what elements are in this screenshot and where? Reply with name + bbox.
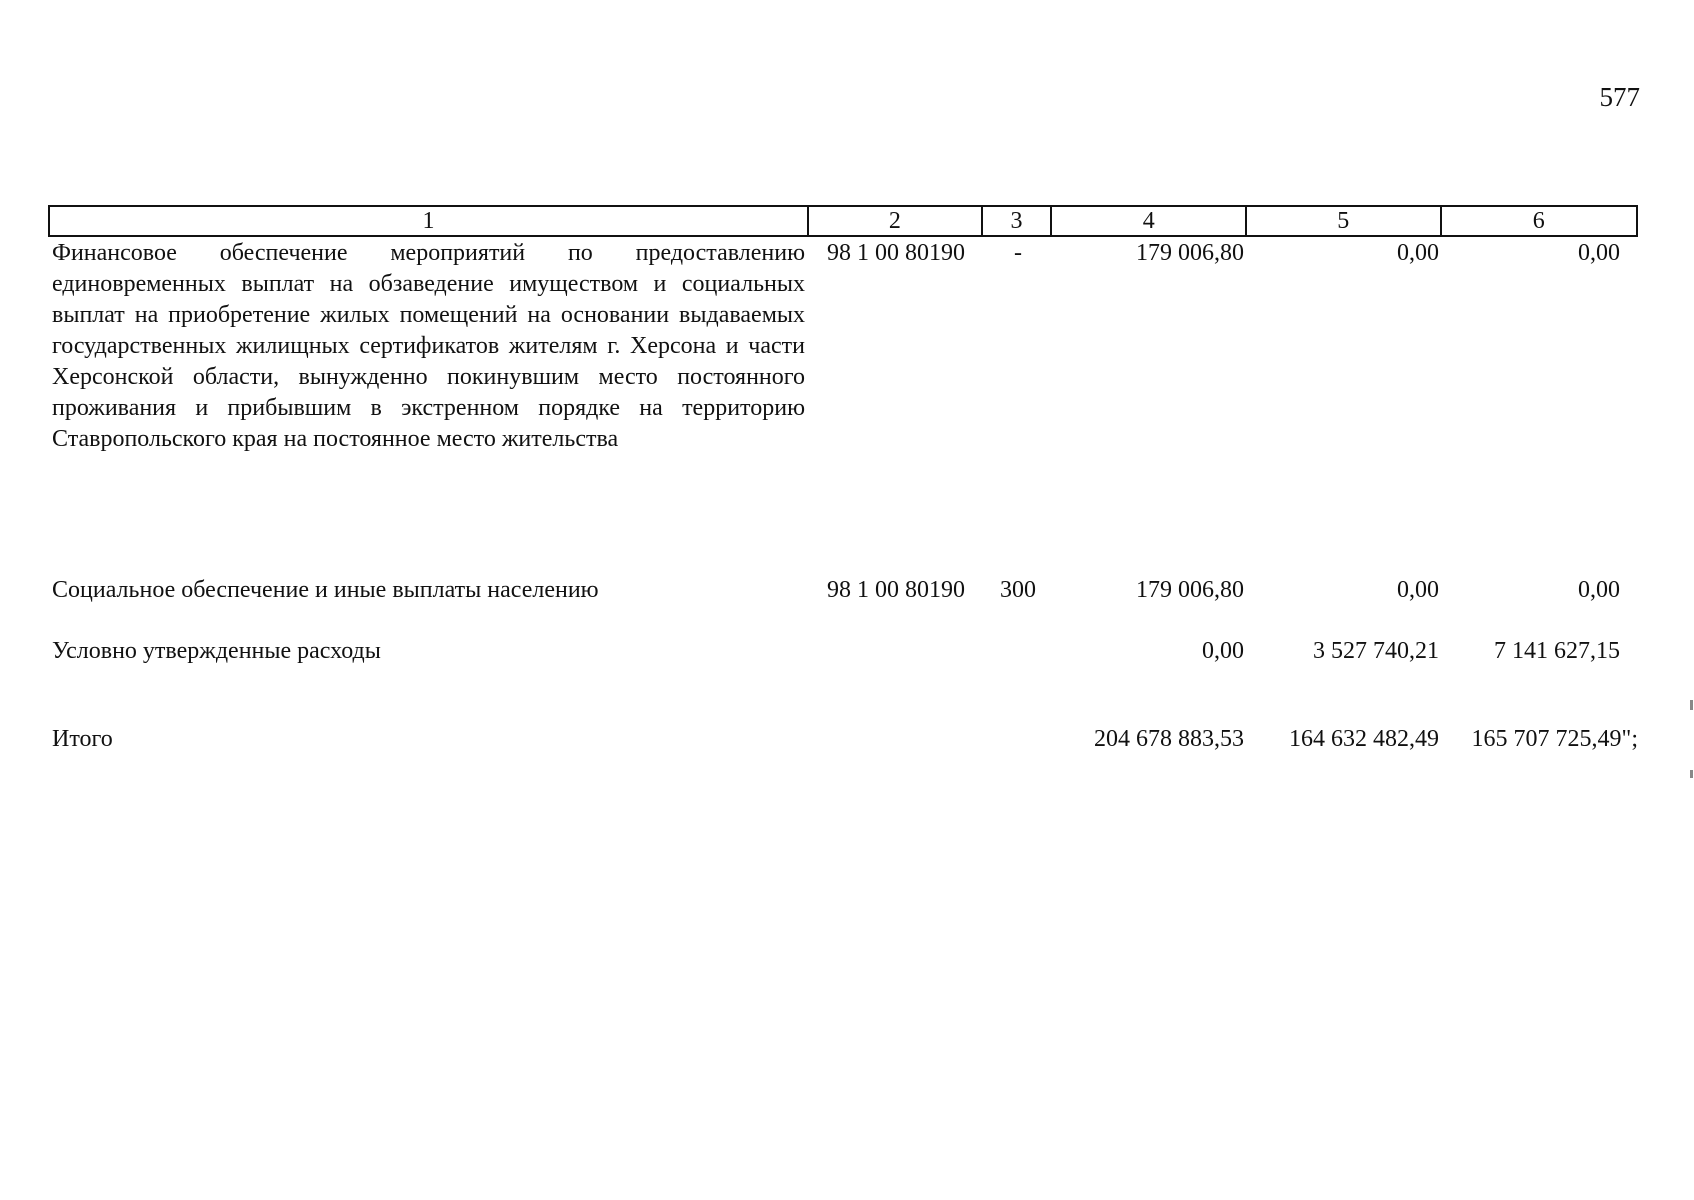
row-col6: 165 707 725,49"; (1471, 726, 1638, 752)
row-col5: 0,00 (1397, 577, 1439, 603)
row-col4: 179 006,80 (1136, 240, 1244, 266)
row-col5: 3 527 740,21 (1313, 638, 1439, 664)
row-code: 98 1 00 80190 (827, 577, 965, 603)
row-col6: 7 141 627,15 (1494, 638, 1620, 664)
header-cell-1: 1 (50, 207, 809, 235)
table-row (48, 238, 1638, 455)
row-type: 300 (1000, 577, 1036, 603)
scan-edge-mark (1690, 770, 1693, 778)
row-col5: 0,00 (1397, 240, 1439, 266)
row-col5: 164 632 482,49 (1289, 726, 1439, 752)
row-code (809, 636, 983, 667)
row-type (983, 636, 1053, 667)
row-col4: 204 678 883,53 (1094, 726, 1244, 752)
row-col6: 0,00 (1578, 240, 1620, 266)
row-type: - (1014, 240, 1022, 266)
table-row (48, 575, 1638, 606)
row-type (983, 724, 1053, 755)
table-row (48, 636, 1638, 667)
scan-edge-mark (1690, 700, 1693, 710)
row-name: Условно утвержденные расходы (52, 638, 381, 664)
row-code: 98 1 00 80190 (827, 240, 965, 266)
header-cell-5: 5 (1247, 207, 1442, 235)
row-code (809, 724, 983, 755)
header-cell-2: 2 (809, 207, 983, 235)
header-cell-4: 4 (1052, 207, 1247, 235)
row-name: Итого (52, 726, 113, 752)
row-name: Финансовое обеспечение мероприятий по предоставлению единовременных выплат на обзаведение имуществом и социальных выплат на приобретение жилых помещений на основании выдаваемых государственных жилищных сертификатов жителям г. Херсона и части Херсонской области, вынужденно покинувшим место постоянного проживания и прибывшим в экстренном порядке на территорию Ставропольского края на постоянное место жительства (52, 240, 805, 452)
row-name: Социальное обеспечение и иные выплаты населению (52, 577, 599, 603)
page-number: 577 (1599, 82, 1640, 112)
row-col4: 179 006,80 (1136, 577, 1244, 603)
table-row (48, 724, 1638, 755)
table-header (48, 205, 1638, 237)
row-col4: 0,00 (1202, 638, 1244, 664)
header-cell-6: 6 (1532, 208, 1545, 234)
header-cell-3: 3 (983, 207, 1053, 235)
row-col6: 0,00 (1578, 577, 1620, 603)
